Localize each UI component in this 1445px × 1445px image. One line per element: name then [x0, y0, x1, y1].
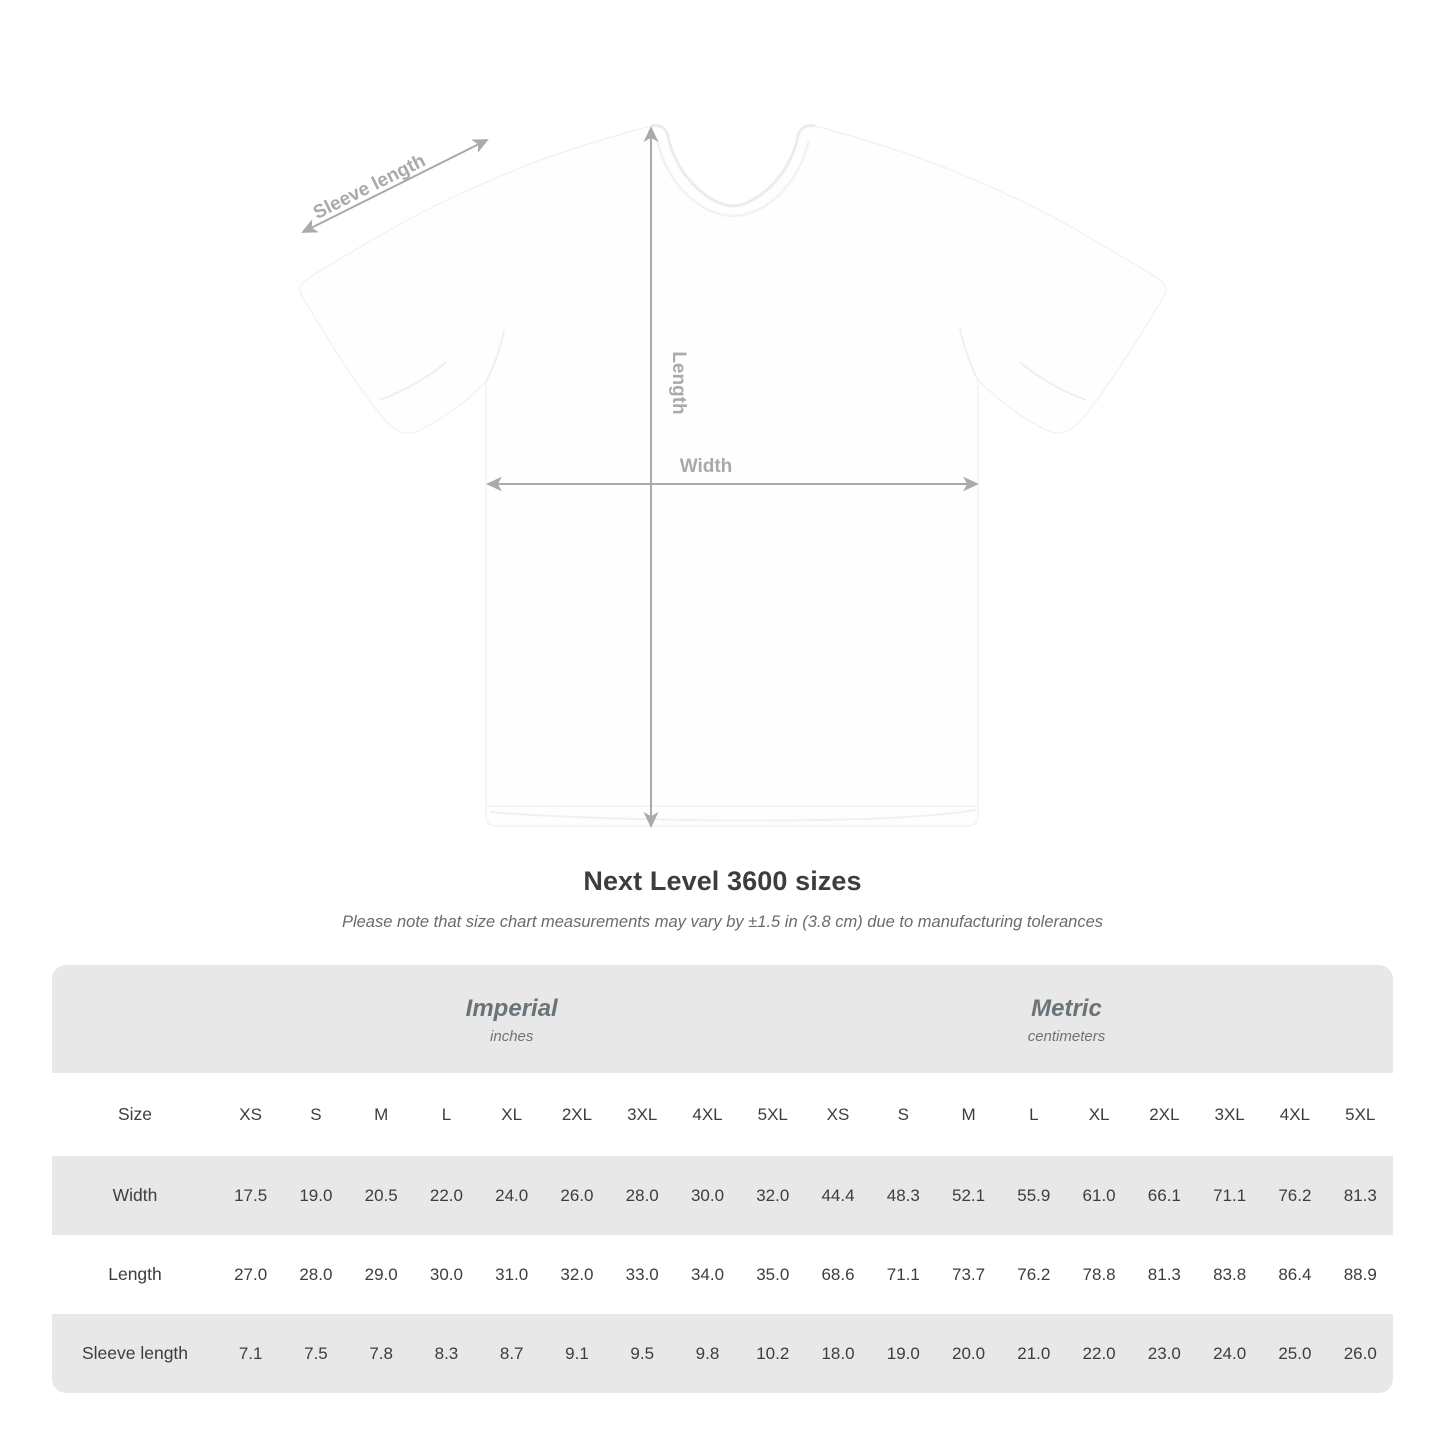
- cell-length-metric-xs: 68.6: [805, 1235, 870, 1314]
- row-label-sleeve-length: Sleeve length: [52, 1314, 218, 1393]
- cell-length-imperial-5xl: 35.0: [740, 1235, 805, 1314]
- size-col-imperial-l: L: [414, 1073, 479, 1156]
- length-label: Length: [668, 351, 689, 415]
- cell-sleeve-metric-2xl: 23.0: [1132, 1314, 1197, 1393]
- cell-sleeve-metric-5xl: 26.0: [1328, 1314, 1393, 1393]
- cell-length-metric-2xl: 81.3: [1132, 1235, 1197, 1314]
- size-col-metric-3xl: 3XL: [1197, 1073, 1262, 1156]
- cell-width-metric-s: 48.3: [871, 1156, 936, 1235]
- cell-width-metric-3xl: 71.1: [1197, 1156, 1262, 1235]
- size-col-metric-m: M: [936, 1073, 1001, 1156]
- size-col-imperial-xs: XS: [218, 1073, 283, 1156]
- cell-sleeve-metric-l: 21.0: [1001, 1314, 1066, 1393]
- cell-sleeve-imperial-5xl: 10.2: [740, 1314, 805, 1393]
- size-col-metric-xs: XS: [805, 1073, 870, 1156]
- tolerance-note: Please note that size chart measurements may vary by ±1.5 in (3.8 cm) due to manufacturing tolerances: [341, 913, 1104, 931]
- row-label-width: Width: [52, 1156, 218, 1235]
- cell-sleeve-imperial-l: 8.3: [414, 1314, 479, 1393]
- cell-width-metric-l: 55.9: [1001, 1156, 1066, 1235]
- table-row-width: [52, 1156, 1393, 1235]
- cell-sleeve-imperial-m: 7.8: [349, 1314, 414, 1393]
- unit-group-metric-sub: centimeters: [1027, 1027, 1106, 1045]
- cell-width-metric-xs: 44.4: [805, 1156, 870, 1235]
- sleeve-length-label: Sleeve length: [310, 150, 430, 224]
- unit-group-imperial-name: Imperial: [465, 994, 558, 1022]
- unit-group-imperial-sub: inches: [490, 1027, 534, 1045]
- cell-length-imperial-l: 30.0: [414, 1235, 479, 1314]
- cell-sleeve-imperial-2xl: 9.1: [544, 1314, 609, 1393]
- size-col-metric-l: L: [1001, 1073, 1066, 1156]
- size-col-imperial-m: M: [349, 1073, 414, 1156]
- cell-length-metric-m: 73.7: [936, 1235, 1001, 1314]
- size-col-imperial-4xl: 4XL: [675, 1073, 740, 1156]
- cell-sleeve-metric-4xl: 25.0: [1262, 1314, 1327, 1393]
- cell-width-imperial-s: 19.0: [283, 1156, 348, 1235]
- size-col-metric-s: S: [871, 1073, 936, 1156]
- row-header-size: Size: [52, 1073, 218, 1156]
- cell-width-imperial-l: 22.0: [414, 1156, 479, 1235]
- size-col-imperial-3xl: 3XL: [610, 1073, 675, 1156]
- cell-length-metric-l: 76.2: [1001, 1235, 1066, 1314]
- size-col-imperial-5xl: 5XL: [740, 1073, 805, 1156]
- cell-length-imperial-xl: 31.0: [479, 1235, 544, 1314]
- cell-sleeve-imperial-xl: 8.7: [479, 1314, 544, 1393]
- cell-width-imperial-2xl: 26.0: [544, 1156, 609, 1235]
- cell-length-imperial-4xl: 34.0: [675, 1235, 740, 1314]
- unit-header-corner: [52, 965, 218, 1073]
- table-row-length: [52, 1235, 1393, 1314]
- size-header-row: [52, 1073, 1393, 1156]
- size-col-metric-2xl: 2XL: [1132, 1073, 1197, 1156]
- tshirt-shape: [300, 125, 1166, 826]
- unit-header-row: [52, 965, 1393, 1073]
- cell-sleeve-metric-xs: 18.0: [805, 1314, 870, 1393]
- size-col-metric-xl: XL: [1066, 1073, 1131, 1156]
- table-row-sleeve-length: [52, 1314, 1393, 1393]
- cell-sleeve-imperial-4xl: 9.8: [675, 1314, 740, 1393]
- cell-sleeve-metric-xl: 22.0: [1066, 1314, 1131, 1393]
- size-col-metric-4xl: 4XL: [1262, 1073, 1327, 1156]
- width-label: Width: [679, 456, 733, 477]
- cell-sleeve-imperial-s: 7.5: [283, 1314, 348, 1393]
- cell-width-imperial-m: 20.5: [349, 1156, 414, 1235]
- size-table-wrapper: [52, 965, 1393, 1393]
- cell-length-imperial-3xl: 33.0: [610, 1235, 675, 1314]
- size-col-imperial-xl: XL: [479, 1073, 544, 1156]
- cell-width-metric-4xl: 76.2: [1262, 1156, 1327, 1235]
- cell-length-imperial-xs: 27.0: [218, 1235, 283, 1314]
- size-col-metric-5xl: 5XL: [1328, 1073, 1393, 1156]
- cell-width-imperial-5xl: 32.0: [740, 1156, 805, 1235]
- cell-length-metric-xl: 78.8: [1066, 1235, 1131, 1314]
- cell-length-imperial-s: 28.0: [283, 1235, 348, 1314]
- cell-width-imperial-4xl: 30.0: [675, 1156, 740, 1235]
- cell-length-metric-3xl: 83.8: [1197, 1235, 1262, 1314]
- unit-group-imperial: [218, 965, 805, 1073]
- row-label-length: Length: [52, 1235, 218, 1314]
- cell-width-imperial-xl: 24.0: [479, 1156, 544, 1235]
- size-col-imperial-s: S: [283, 1073, 348, 1156]
- cell-width-imperial-3xl: 28.0: [610, 1156, 675, 1235]
- page-title: Next Level 3600 sizes: [583, 866, 862, 896]
- unit-header-end: [1328, 965, 1393, 1073]
- cell-length-imperial-2xl: 32.0: [544, 1235, 609, 1314]
- cell-length-imperial-m: 29.0: [349, 1235, 414, 1314]
- cell-length-metric-5xl: 88.9: [1328, 1235, 1393, 1314]
- cell-sleeve-metric-s: 19.0: [871, 1314, 936, 1393]
- cell-sleeve-imperial-3xl: 9.5: [610, 1314, 675, 1393]
- cell-length-metric-4xl: 86.4: [1262, 1235, 1327, 1314]
- cell-sleeve-metric-3xl: 24.0: [1197, 1314, 1262, 1393]
- cell-width-metric-5xl: 81.3: [1328, 1156, 1393, 1235]
- cell-sleeve-imperial-xs: 7.1: [218, 1314, 283, 1393]
- cell-width-metric-xl: 61.0: [1066, 1156, 1131, 1235]
- unit-group-metric-name: Metric: [1031, 994, 1102, 1022]
- cell-width-imperial-xs: 17.5: [218, 1156, 283, 1235]
- size-col-imperial-2xl: 2XL: [544, 1073, 609, 1156]
- cell-width-metric-m: 52.1: [936, 1156, 1001, 1235]
- size-table: [52, 965, 1393, 1393]
- unit-group-metric: [805, 965, 1327, 1073]
- cell-width-metric-2xl: 66.1: [1132, 1156, 1197, 1235]
- cell-sleeve-metric-m: 20.0: [936, 1314, 1001, 1393]
- cell-length-metric-s: 71.1: [871, 1235, 936, 1314]
